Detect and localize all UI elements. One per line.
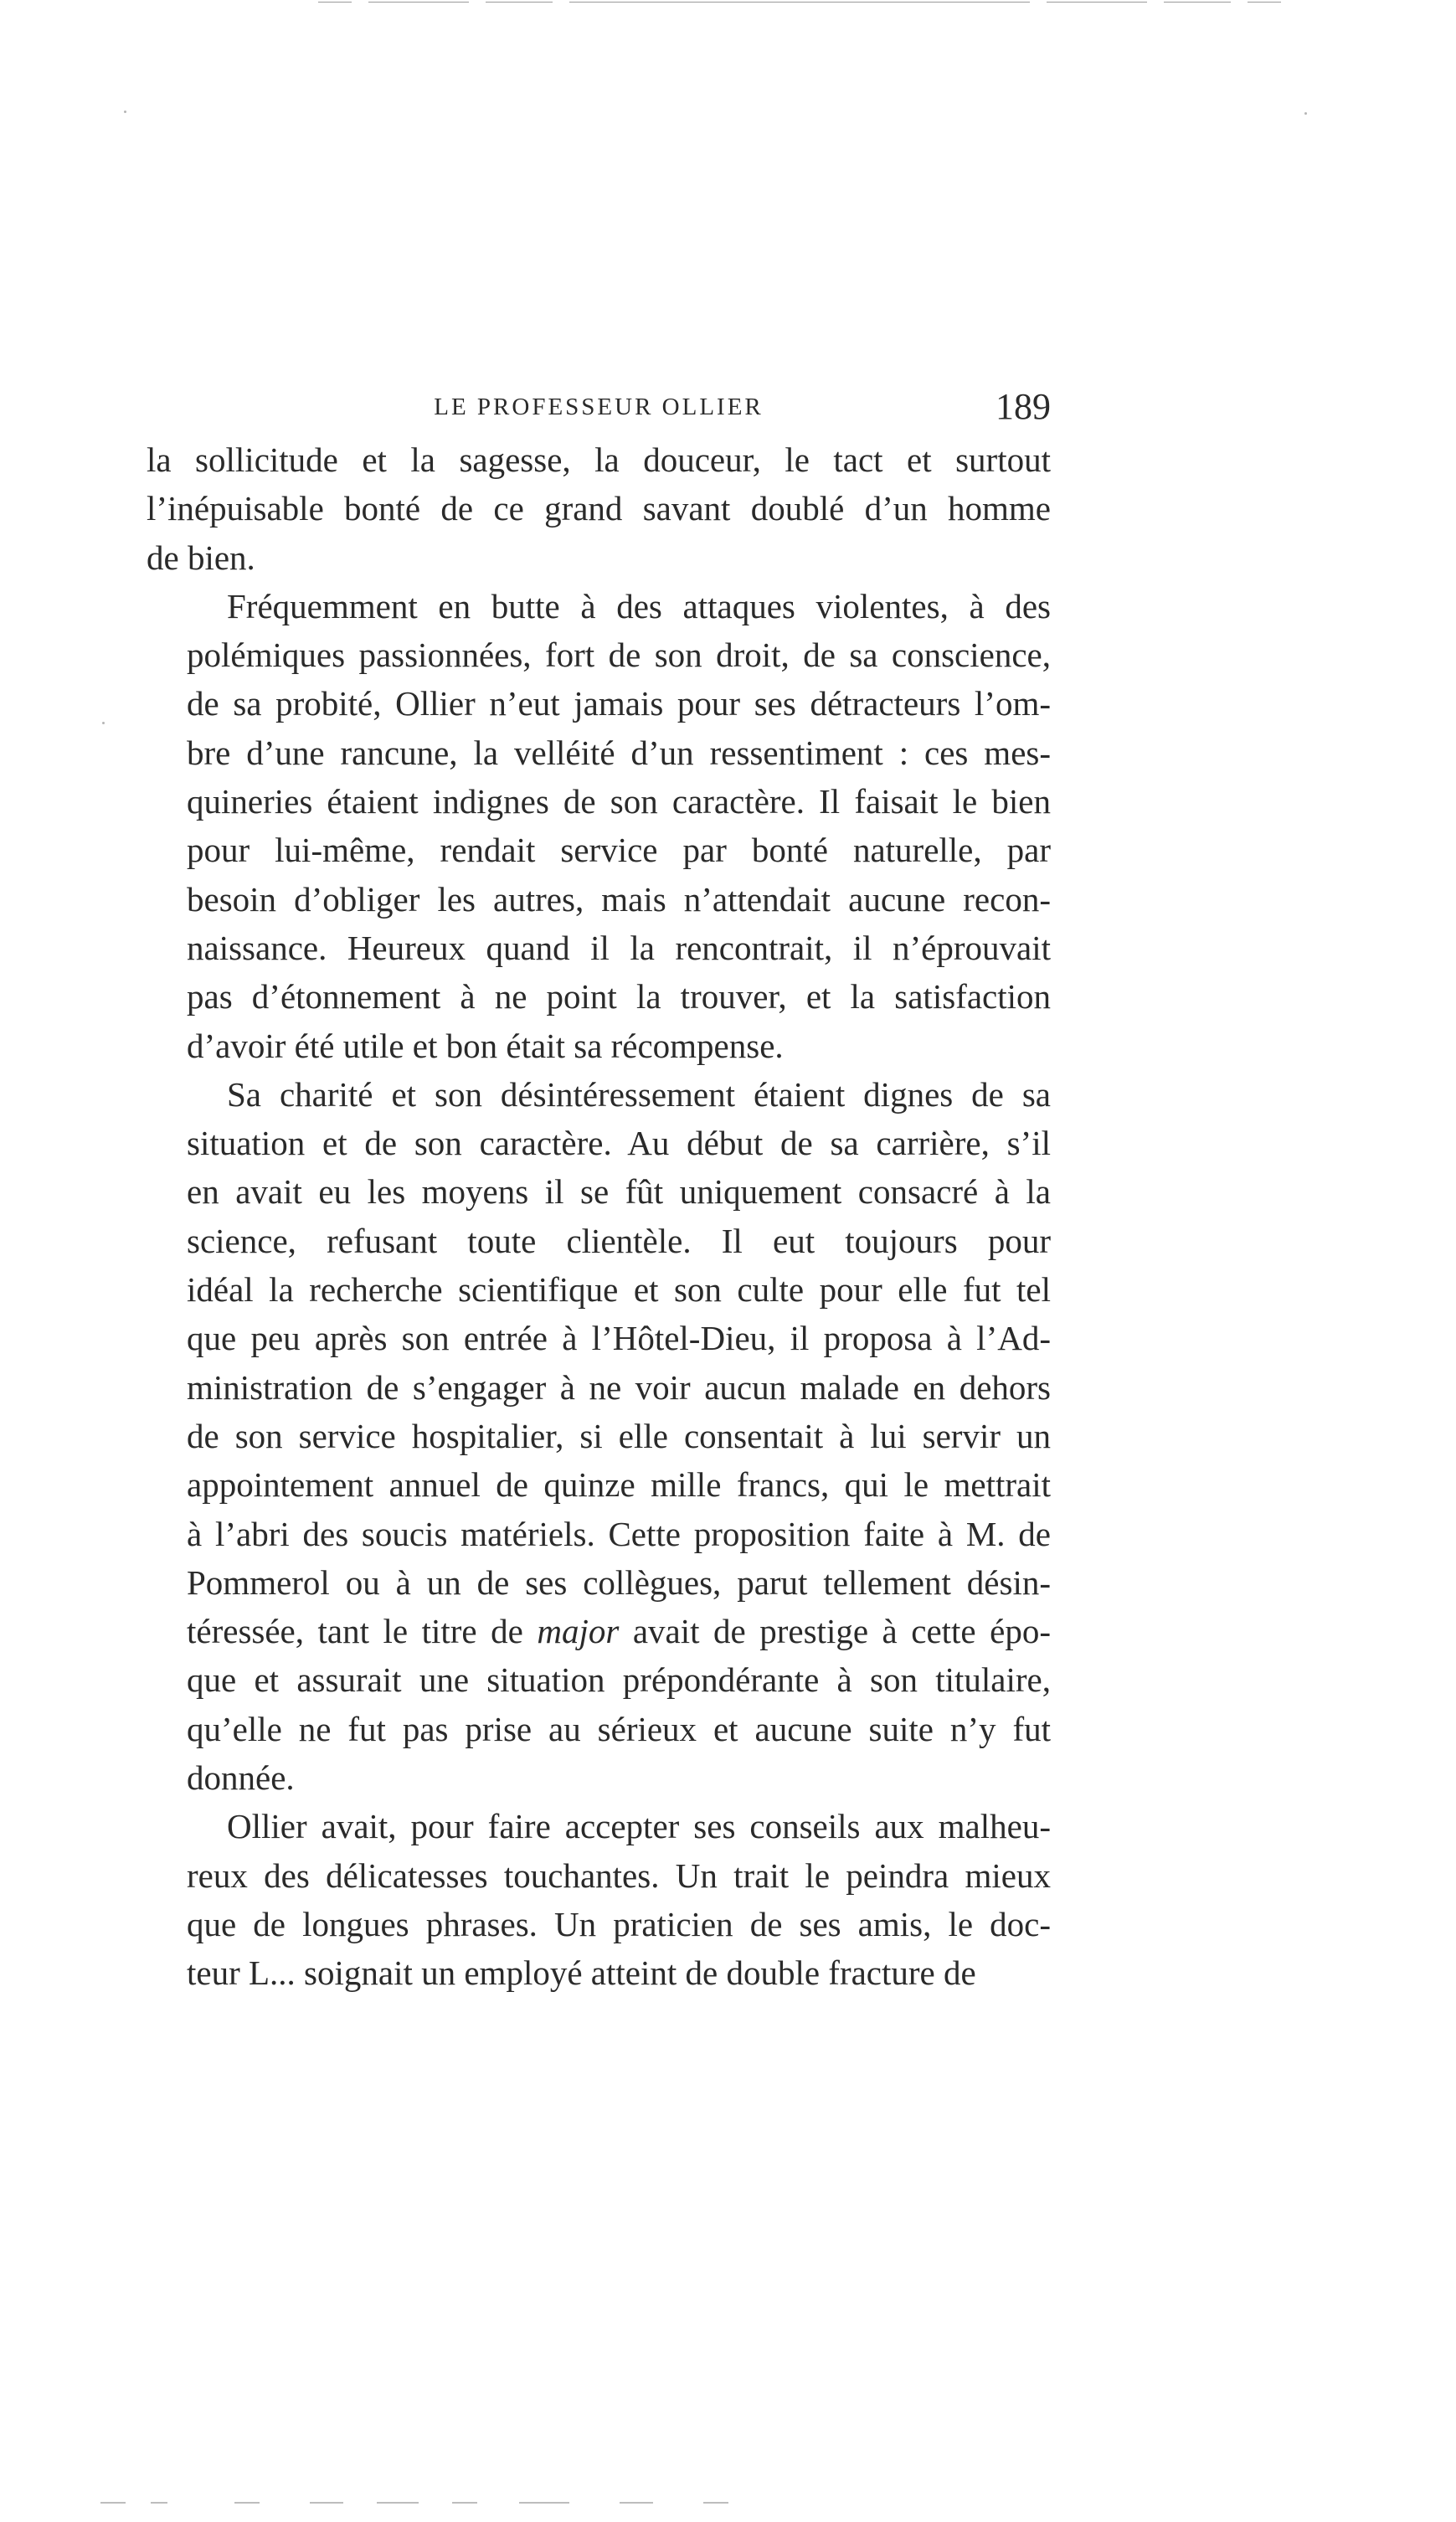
paragraph <box>147 582 1051 1070</box>
scan-edge-marks <box>318 0 1281 7</box>
text-line: téressée, tant le titre de major avait de prestige à cette épo- <box>187 1612 1051 1651</box>
text-line: de sa probité, Ollier n’eut jamais pour ses détracteurs l’om- <box>187 684 1051 723</box>
text-line: d’avoir été utile et bon était sa récompense. <box>187 1026 784 1065</box>
scan-dash <box>452 2502 477 2504</box>
text-line: Pommerol ou à un de ses collègues, parut tellement désin- <box>187 1562 1051 1602</box>
text-line: qu’elle ne fut pas prise au sérieux et aucune suite n’y fut <box>187 1709 1051 1748</box>
scan-dash <box>310 2502 343 2504</box>
text-line: science, refusant toute clientèle. Il eut toujours pour <box>187 1221 1051 1260</box>
scan-line <box>318 2 352 3</box>
scan-dash <box>100 2502 126 2504</box>
text-line: à l’abri des soucis matériels. Cette proposition faite à M. de <box>187 1514 1051 1553</box>
text-line: situation et de son caractère. Au début de sa carrière, s’il <box>187 1124 1051 1163</box>
text-line: la sollicitude et la sagesse, la douceur, le tact et surtout <box>147 440 1051 479</box>
text-line: ministration de s’engager à ne voir aucun malade en dehors <box>187 1367 1051 1407</box>
text-line: besoin d’obliger les autres, mais n’attendait aucune recon- <box>187 879 1051 919</box>
text-line: donnée. <box>187 1758 295 1798</box>
scan-dash <box>234 2502 260 2504</box>
emphasis: major <box>537 1612 620 1651</box>
scan-dash <box>519 2502 569 2504</box>
scan-dash <box>703 2502 728 2504</box>
text-line: pour lui-même, rendait service par bonté naturelle, par <box>187 831 1051 870</box>
text-line: Ollier avait, pour faire accepter ses conseils aux malheu- <box>227 1807 1051 1846</box>
text-line: que et assurait une situation prépondérante à son titulaire, <box>187 1660 1051 1700</box>
text-line: idéal la recherche scientifique et son culte pour elle fut tel <box>187 1270 1051 1310</box>
text-line: Fréquemment en butte à des attaques violentes, à des <box>227 586 1051 625</box>
scan-line <box>1047 2 1147 3</box>
text-line: naissance. Heureux quand il la rencontrait, il n’éprouvait <box>187 928 1051 967</box>
text-line: que de longues phrases. Un praticien de ses amis, le doc- <box>187 1904 1051 1943</box>
scan-line <box>368 2 469 3</box>
scan-line <box>486 2 553 3</box>
body-text <box>147 435 1051 1998</box>
text-line: quineries étaient indignes de son caractère. Il faisait le bien <box>187 782 1051 821</box>
scan-dash <box>620 2502 653 2504</box>
paragraph <box>147 1070 1051 1802</box>
text-line: de son service hospitalier, si elle consentait à lui servir un <box>187 1416 1051 1455</box>
page-number: 189 <box>996 386 1051 427</box>
text-line: pas d’étonnement à ne point la trouver, et la satisfaction <box>187 977 1051 1017</box>
running-head <box>147 368 1051 427</box>
scan-line <box>1248 2 1281 3</box>
text-line: appointement annuel de quinze mille francs, qui le mettrait <box>187 1465 1051 1505</box>
paragraph <box>147 1802 1051 1997</box>
text-line: l’inépuisable bonté de ce grand savant doublé d’un homme <box>147 489 1051 528</box>
text-line: reux des délicatesses touchantes. Un trait le peindra mieux <box>187 1855 1051 1895</box>
text-line: que peu après son entrée à l’Hôtel-Dieu, il proposa à l’Ad- <box>187 1319 1051 1358</box>
paragraph <box>147 435 1051 582</box>
text-line: bre d’une rancune, la velléité d’un ressentiment : ces mes- <box>187 733 1051 772</box>
text-line: Sa charité et son désintéressement étaient dignes de sa <box>227 1074 1051 1114</box>
scan-speck <box>1304 112 1307 115</box>
scan-dash <box>151 2502 167 2504</box>
scan-speck <box>124 111 126 113</box>
text-line: teur L... soignait un employé atteint de double fracture de <box>187 1953 976 1993</box>
book-page <box>147 368 1051 1998</box>
scan-speck <box>102 722 105 724</box>
running-title: LE PROFESSEUR OLLIER <box>434 394 764 420</box>
text-line: polémiques passionnées, fort de son droit, de sa conscience, <box>187 636 1051 675</box>
text-line: en avait eu les moyens il se fût uniquement consacré à la <box>187 1172 1051 1212</box>
scan-line <box>569 2 1030 3</box>
scan-dash <box>377 2502 419 2504</box>
scan-line <box>1164 2 1231 3</box>
text-line: de bien. <box>147 538 255 577</box>
scan-bottom-marks <box>100 2499 854 2508</box>
